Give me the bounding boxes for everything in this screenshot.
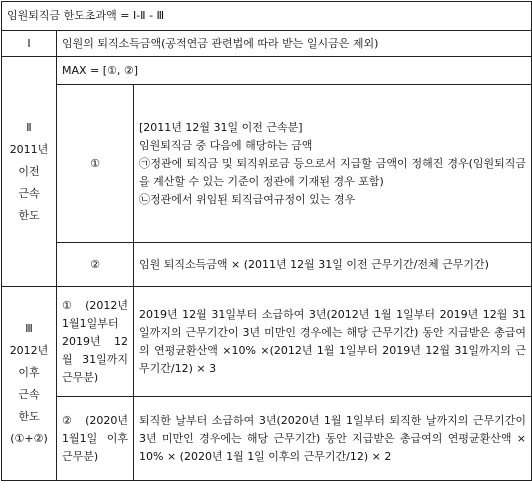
row-i xyxy=(2,31,532,57)
row-iii-item2 xyxy=(2,397,532,481)
retirement-limit-table xyxy=(1,1,532,481)
row-ii-label-line: Ⅱ xyxy=(26,120,32,134)
item1-heading: [2011년 12월 31일 이전 근속분] xyxy=(139,120,303,134)
row-i-text: 임원의 퇴직소득금액(공적연금 관련법에 따라 받는 일시금은 제외) xyxy=(57,31,532,57)
row-ii-item1-text xyxy=(134,85,532,243)
item1-line1: 임원퇴직금 중 다음에 해당하는 금액 xyxy=(139,138,313,152)
row-ii-item2-text: 임원 퇴직소득금액 × (2011년 12월 31일 이전 근무기간/전체 근무기간) xyxy=(134,243,532,287)
row-iii-item1-text: 2019년 12월 31일부터 소급하여 3년(2012년 1월 1일부터 2019년 12월 31일까지의 근무기간이 3년 미만인 경우에는 해당 근무기간) 동안 지급받은 총급여의 연평균환산액 ×10% ×(2012년 1월 1일부터 2019년 12월 31일까지의 근무기간/12) × 3 xyxy=(134,287,532,397)
row-ii-label-line: 한도 xyxy=(18,208,40,222)
row-iii-label-line: 한도 xyxy=(18,409,40,423)
row-iii-label xyxy=(2,287,57,481)
row-ii-item2 xyxy=(2,243,532,287)
item1-line2: ㉠정관에 퇴직금 및 퇴직위로금 등으로서 지급할 금액이 정해진 경우(임원퇴직금을 계산할 수 있는 기준이 정관에 기재된 경우 포함) xyxy=(139,156,526,188)
row-ii-item2-marker: ② xyxy=(57,243,134,287)
row-iii-item2-text: 퇴직한 날부터 소급하여 3년(2020년 1월 1일부터 퇴직한 날까지의 근무기간이 3년 미만인 경우에는 해당 근무기간) 동안 지급받은 총급여의 연평균환산액 × 10% × (2020년 1월 1일 이후의 근무기간/12) × 2 xyxy=(134,397,532,481)
row-ii-item1-marker: ① xyxy=(57,85,134,243)
row-ii-label-line: 근속 xyxy=(18,186,40,200)
row-i-label: Ⅰ xyxy=(2,31,57,57)
row-iii-item2-label: ② (2020년 1월1일 이후 근무분) xyxy=(57,397,134,481)
title-row xyxy=(2,2,532,31)
row-ii-item1 xyxy=(2,85,532,243)
row-ii-label-line: 2011년 xyxy=(9,142,49,156)
row-iii-item1 xyxy=(2,287,532,397)
row-iii-item1-label: ① (2012년 1월1일부터 2019년 12월 31일까지 근무분) xyxy=(57,287,134,397)
row-iii-label-line: 2012년 xyxy=(9,343,49,357)
item1-line3: ㉡정관에서 위임된 퇴직급여규정이 있는 경우 xyxy=(139,192,356,206)
row-iii-label-line: (①+②) xyxy=(10,431,48,445)
row-ii-max xyxy=(2,57,532,85)
table-title: 임원퇴직금 한도초과액 = Ⅰ-Ⅱ - Ⅲ xyxy=(2,2,532,31)
row-iii-label-line: 근속 xyxy=(18,387,40,401)
row-ii-label xyxy=(2,57,57,287)
row-iii-label-line: Ⅲ xyxy=(25,321,33,335)
row-iii-label-line: 이후 xyxy=(18,365,40,379)
row-ii-label-line: 이전 xyxy=(18,164,40,178)
max-formula: MAX = [①, ②] xyxy=(57,57,532,85)
